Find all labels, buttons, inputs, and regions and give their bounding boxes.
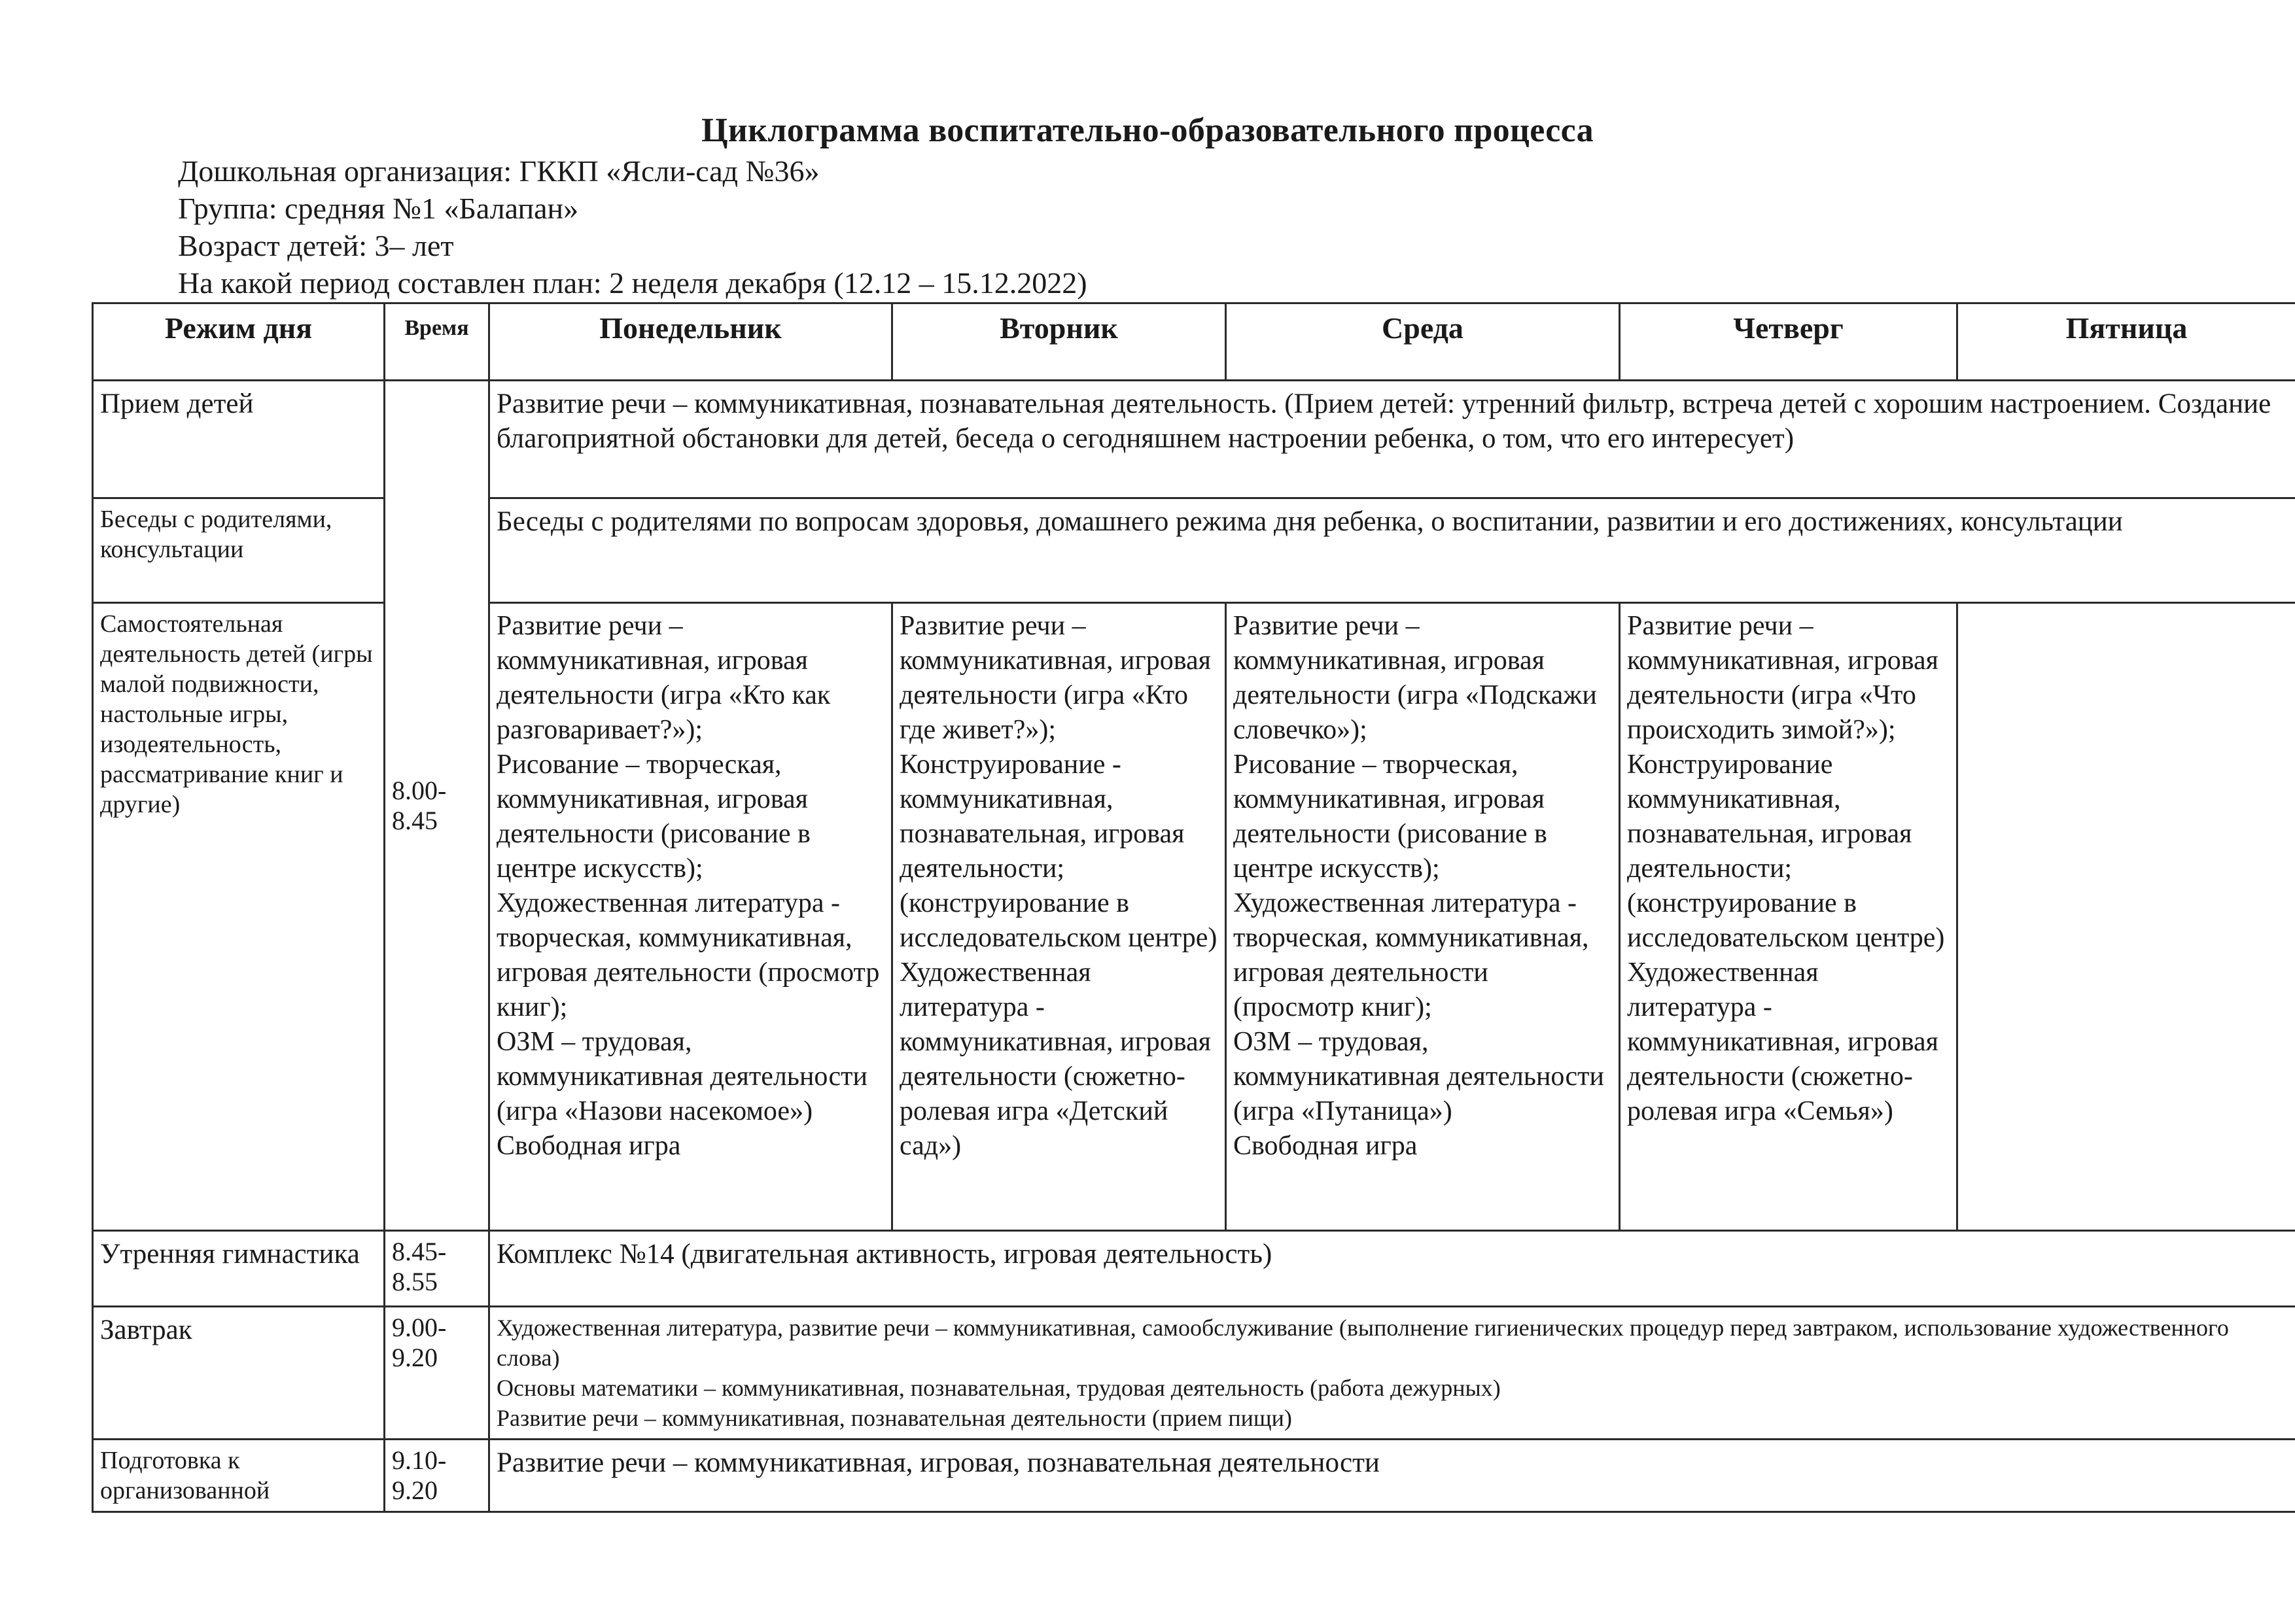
reception-text: Развитие речи – коммуникативная, познавательная деятельность. (Прием детей: утренний фильтр, встреча детей с хорошим настроением. Создание благоприятной обстановки для детей, беседа о сегодняшнем настроении ребенка, о том, что его интересует) — [489, 381, 2295, 498]
header-friday: Пятница — [1957, 303, 2295, 381]
reception-time-text: 8.00- 8.45 — [392, 775, 447, 835]
breakfast-line-1: Художественная литература, развитие речи – коммуникативная, самообслуживание (выполнение гигиенических процедур перед завтраком, использование художественного слова) — [497, 1315, 2229, 1371]
header-time: Время — [385, 303, 489, 381]
header-tuesday: Вторник — [892, 303, 1226, 381]
independent-thursday: Развитие речи – коммуникативная, игровая деятельности (игра «Что происходить зимой?»); Конструирование коммуникативная, познавательная, игровая деятельности; (конструирование в исследовательском центре) Художественная литература - коммуникативная, игровая деятельности (сюжетно-ролевая игра «Семья») — [1620, 603, 1957, 1231]
preparation-row — [93, 1440, 2295, 1512]
independent-tuesday: Развитие речи – коммуникативная, игровая деятельности (игра «Кто где живет?»); Конструирование - коммуникативная, познавательная, игровая деятельности; (конструирование в исследовательском центре) Художественная литература - коммуникативная, игровая деятельности (сюжетно-ролевая игра «Детский сад») — [892, 603, 1226, 1231]
organization-line: Дошкольная организация: ГККП «Ясли-сад №36» — [178, 154, 820, 188]
independent-friday — [1957, 603, 2295, 1231]
reception-label: Прием детей — [93, 381, 385, 498]
breakfast-cell — [489, 1307, 2295, 1440]
parents-text: Беседы с родителями по вопросам здоровья, домашнего режима дня ребенка, о воспитании, развитии и его достижениях, консультации — [489, 498, 2295, 603]
independent-monday: Развитие речи – коммуникативная, игровая деятельности (игра «Кто как разговаривает?»); Рисование – творческая, коммуникативная, игровая деятельности (рисование в центре искусств); Художественная литература - творческая, коммуникативная, игровая деятельности (просмотр книг); ОЗМ – трудовая, коммуникативная деятельности (игра «Назови насекомое») Свободная игра — [489, 603, 892, 1231]
preparation-label: Подготовка к организованной — [93, 1440, 385, 1512]
header-row — [93, 303, 2295, 381]
breakfast-time: 9.00- 9.20 — [385, 1307, 489, 1440]
parents-label: Беседы с родителями, консультации — [93, 498, 385, 603]
document-title: Циклограмма воспитательно-образовательного процесса — [701, 112, 1594, 149]
schedule-table — [92, 302, 2295, 1513]
preparation-time: 9.10- 9.20 — [385, 1440, 489, 1512]
independent-wednesday: Развитие речи – коммуникативная, игровая деятельности (игра «Подскажи словечко»); Рисование – творческая, коммуникативная, игровая деятельности (рисование в центре искусств); Художественная литература - творческая, коммуникативная, игровая деятельности (просмотр книг); ОЗМ – трудовая, коммуникативная деятельности (игра «Путаница») Свободная игра — [1226, 603, 1620, 1231]
gymnastics-row — [93, 1231, 2295, 1307]
gymnastics-text: Комплекс №14 (двигательная активность, игровая деятельность) — [489, 1231, 2295, 1307]
header-wednesday: Среда — [1226, 303, 1620, 381]
breakfast-line-2: Основы математики – коммуникативная, познавательная, трудовая деятельность (работа дежурных) — [497, 1375, 1501, 1401]
reception-row — [93, 381, 2295, 498]
gymnastics-time: 8.45- 8.55 — [385, 1231, 489, 1307]
reception-time — [385, 381, 489, 1231]
group-line: Группа: средняя №1 «Балапан» — [178, 192, 579, 225]
age-line: Возраст детей: 3– лет — [178, 229, 454, 262]
header-thursday: Четверг — [1620, 303, 1957, 381]
breakfast-label: Завтрак — [93, 1307, 385, 1440]
preparation-text: Развитие речи – коммуникативная, игровая, познавательная деятельности — [489, 1440, 2295, 1512]
gymnastics-label: Утренняя гимнастика — [93, 1231, 385, 1307]
period-line: На какой период составлен план: 2 неделя декабря (12.12 – 15.12.2022) — [178, 266, 1087, 300]
breakfast-row — [93, 1307, 2295, 1440]
independent-label: Самостоятельная деятельность детей (игры малой подвижности, настольные игры, изодеятельность, рассматривание книг и другие) — [93, 603, 385, 1231]
breakfast-line-3: Развитие речи – коммуникативная, познавательная деятельности (прием пищи) — [497, 1405, 1292, 1431]
header-regime: Режим дня — [93, 303, 385, 381]
header-monday: Понедельник — [489, 303, 892, 381]
